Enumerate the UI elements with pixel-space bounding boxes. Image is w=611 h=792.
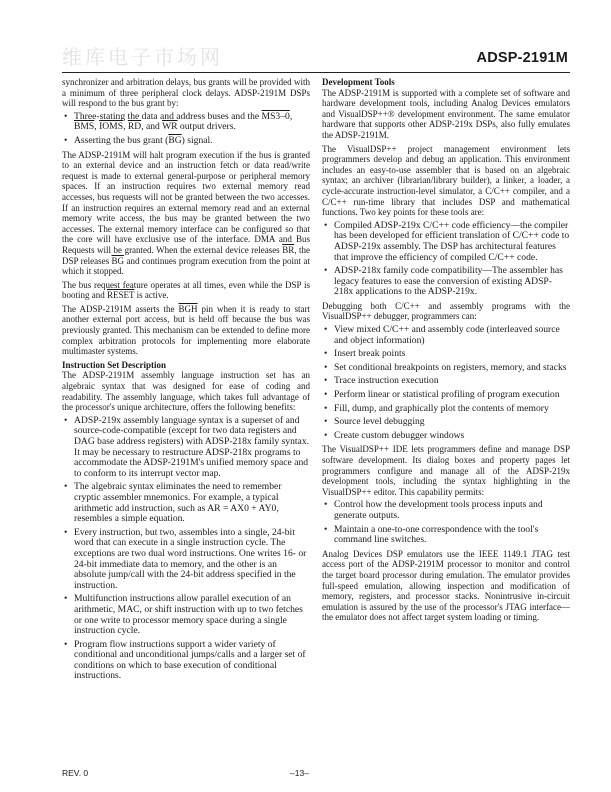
text: , and: [141, 121, 163, 133]
text: output drivers.: [177, 121, 236, 133]
list-item: • Control how the development tools process inputs and generate outputs.: [322, 500, 570, 521]
paragraph: [62, 150, 310, 277]
page-number: –13–: [290, 768, 309, 778]
key-points-list: [322, 221, 570, 298]
list-item: • Insert break points: [322, 349, 570, 360]
paragraph: [62, 280, 310, 301]
paragraph: The ADSP-2191M assembly language instruction set has an algebraic syntax that was designed for ease of coding and readability. The assembly language, which takes full advantage of the processor's unique architecture, offers the following benefits:: [62, 370, 310, 413]
list-item: [62, 112, 310, 133]
list-item: • ADSP-218x family code compatibility—The assembler has legacy features to ease the conversion of existing ADSP-218x applications to the ADSP-219x.: [322, 266, 570, 298]
list-item: • Compiled ADSP-219x C/C++ code efficiency—the compiler has been developed for efficient translation of C/C++ code to ADSP-219x assembly. The DSP has architectural features that improve the efficiency of compiled C/C++ code.: [322, 221, 570, 263]
debugger-features-list: [322, 325, 570, 441]
ide-capabilities-list: [322, 500, 570, 545]
section-heading: Instruction Set Description: [62, 359, 166, 370]
signal-rd: $\overline{RD}$: [127, 121, 142, 133]
text: and continues program execution from the point at which it stopped.: [62, 255, 310, 277]
signal-br: $\overline{BR}$: [282, 244, 295, 255]
signal-ms3-0: MS3–0: [261, 110, 290, 122]
list-item: • Every instruction, but two, assembles into a single, 24-bit word that can execute in a single instruction cycle. The exceptions are two dual word instructions. One writes 16- or 24-bit immediate data to memory, and the other is an absolute jump/call with the 24-bit address specified in the instruction.: [62, 528, 310, 592]
signal-wr: $\overline{WR}$: [162, 121, 178, 133]
paragraph: Debugging both C/C++ and assembly programs with the VisualDSP++ debugger, programmers can:: [322, 300, 570, 322]
text: ,: [94, 121, 100, 133]
list-item: • Program flow instructions support a wider variety of conditional and unconditional jumps/calls and a larger set of conditions on which to base execution of conditional instructions.: [62, 640, 310, 682]
paragraph: synchronizer and arbitration delays, bus grants will be provided with a minimum of three peripheral clock delays. ADSP-2191M DSPs will respond to the bus grant by:: [62, 77, 310, 109]
list-item: • Set conditional breakpoints on registers, memory, and stacks: [322, 363, 570, 374]
paragraph: The VisualDSP++ project management environment lets programmers develop and debug an application. This environment includes an easy-to-use assembler that is based on an algebraic syntax; an archiver (librarian/library builder), a linker, a loader, a cycle-accurate instruction-level simulator, a C/C++ compiler, and a C/C++ run-time library that includes DSP and mathematical functions. Two key points for these tools are:: [322, 143, 570, 218]
list-item: [62, 136, 310, 147]
list-item: • Source level debugging: [322, 417, 570, 428]
document-title: ADSP-2191M: [476, 50, 568, 66]
text: Asserting the bus grant (: [74, 134, 169, 146]
paragraph: [62, 304, 310, 357]
signal-bg: $\overline{BG}$: [111, 255, 125, 266]
list-item: • ADSP-219x assembly language syntax is a superset of and source-code-compatible (except for two data registers and DAG base address registers) with ADSP-218x family syntax. It may be necessary to restructure ADSP-218x programs to accommodate the ADSP-2191M's unified memory space and to conform to its interrupt vector map.: [62, 416, 310, 480]
signal-bms: $\overline{BMS}$: [74, 121, 95, 133]
paragraph: The ADSP-2191M is supported with a complete set of software and hardware development tools, including Analog Devices emulators and VisualDSP++® development environment. The same emulator hardware that supports other ADSP-219x DSPs, also fully emulates the ADSP-2191M.: [322, 87, 570, 140]
list-item: • Multifunction instructions allow parallel execution of an arithmetic, MAC, or shift instruction with up to two fetches or one write to processor memory space during a single instruction cycle.: [62, 594, 310, 636]
text: Three-stating the data and address buses and the: [74, 110, 262, 122]
text: , the DSP releases: [62, 244, 311, 266]
watermark: 维库电子市场网: [62, 45, 223, 69]
paragraph: The VisualDSP++ IDE lets programmers define and manage DSP software development. Its dialog boxes and property pages let programmers configure and manage all of the ADSP-219x development tools, including the syntax highlighting in the VisualDSP++ editor. This capability permits:: [322, 444, 570, 497]
bus-grant-list: [62, 112, 310, 147]
list-item: • The algebraic syntax eliminates the need to remember cryptic assembler mnemonics. For example, a typical arithmetic add instruction, such as AR = AX0 + AY0, resembles a simple equation.: [62, 482, 310, 524]
header-rule: [62, 72, 570, 73]
text: The ADSP-2191M will halt program execution if the bus is granted to an external device and an instruction fetch or data read/write request is made to external general-purpose or peripheral memory spaces. If an instruction requires two external memory read accesses, bus requests will not be granted between the two accesses. If an instruction requires an external memory read and an external memory write access, the bus may be granted between the two accesses. The external memory interface can be configured so that the core will have exclusive use of the interface. DMA and Bus Requests will be granted. When the external device releases: [62, 149, 310, 255]
list-item: • Maintain a one-to-one correspondence with the tool's command line switches.: [322, 525, 570, 546]
text: ) signal.: [181, 134, 213, 146]
text: ,: [289, 110, 293, 122]
text: pin when it is ready to start another external port access, but is held off because the bus was previously granted. This mechanism can be extended to define more complex arbitration protocols for implementing more elaborate multimaster systems.: [62, 303, 310, 357]
revision-label: REV. 0: [62, 768, 89, 778]
list-item: • Perform linear or statistical profiling of program execution: [322, 390, 570, 401]
text: is active.: [134, 290, 169, 301]
text: The ADSP-2191M asserts the: [62, 303, 179, 314]
list-item: • View mixed C/C++ and assembly code (interleaved source and object information): [322, 325, 570, 346]
signal-bg: $\overline{BG}$: [168, 134, 182, 146]
benefits-list: [62, 416, 310, 682]
signal-reset: RESET: [107, 290, 135, 301]
list-item: • Fill, dump, and graphically plot the contents of memory: [322, 404, 570, 415]
text: The bus request feature operates at all times, even while the DSP is booting and: [62, 279, 310, 301]
list-item: • Create custom debugger windows: [322, 431, 570, 442]
section-heading: Development Tools: [322, 77, 395, 87]
list-item: • Trace instruction execution: [322, 376, 570, 387]
left-column: [62, 77, 310, 685]
signal-bgh: $\overline{BGH}$: [178, 303, 198, 314]
paragraph: Analog Devices DSP emulators use the IEEE 1149.1 JTAG test access port of the ADSP-2191M processor to monitor and control the target board processor during emulation. The emulator provides full-speed emulation, allowing inspection and modification of memory, registers, and processor stacks. Nonintrusive in-circuit emulation is assured by the use of the processor's JTAG interface—the emulator does not affect target system loading or timing.: [322, 548, 570, 623]
text: ,: [123, 121, 128, 133]
right-column: [322, 77, 570, 626]
signal-ioms: IOMS: [99, 121, 124, 133]
